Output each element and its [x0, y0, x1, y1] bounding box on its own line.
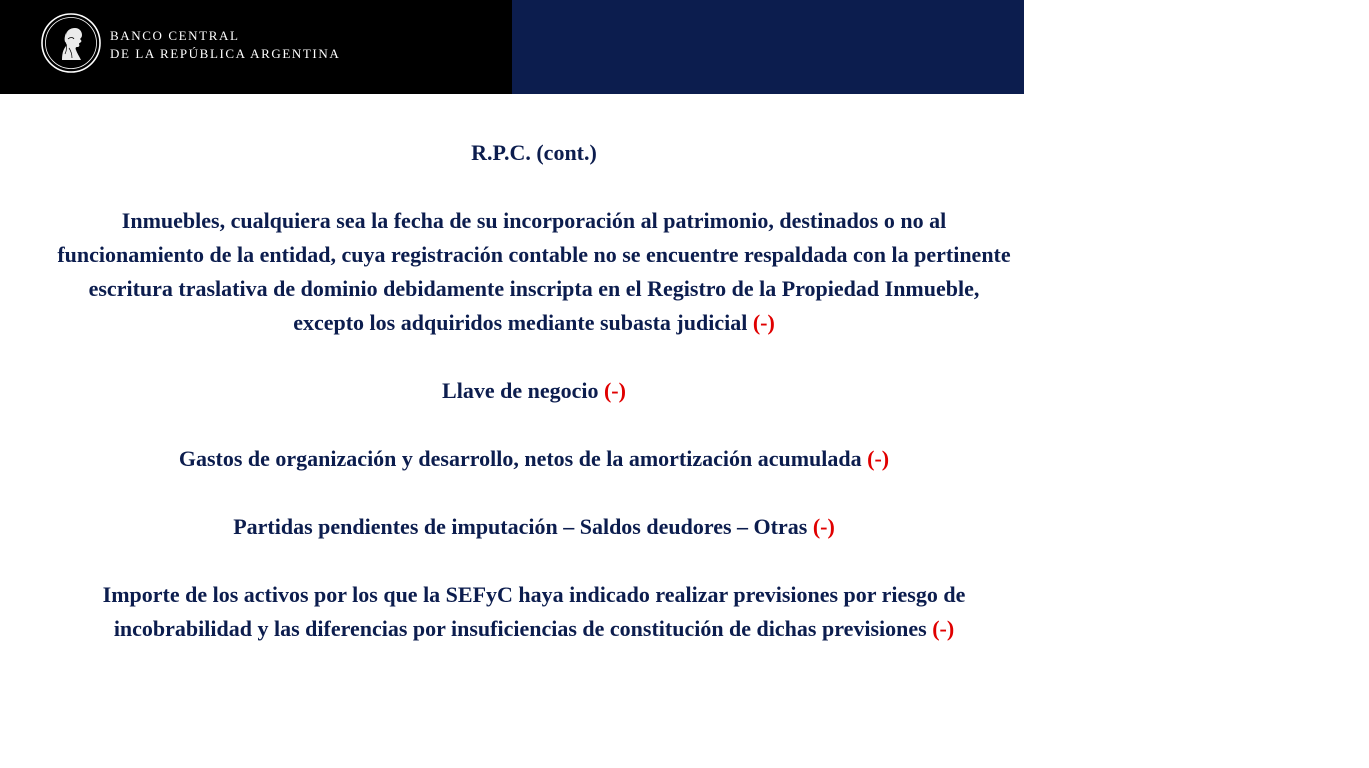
negative-marker: (-)	[603, 378, 626, 403]
document-title-line1: Inmovilización de activos y otros conceptos	[1035, 9, 1369, 30]
content-item-text: Importe de los activos por los que la SEFyC haya indicado realizar previsiones por riesgo de incobrabilidad y las diferencias por insuficiencias de constitución de dichas previsiones	[102, 582, 966, 641]
bank-name	[110, 27, 340, 63]
content-item-text: Llave de negocio	[442, 378, 599, 403]
bank-name-line2: DE LA REPÚBLICA ARGENTINA	[110, 46, 341, 61]
content-item-text: Inmuebles, cualquiera sea la fecha de su incorporación al patrimonio, destinados o no al funcionamiento de la entidad, cuya registración contable no se encuentre respaldada con la pertinente escritura traslativa de dominio debidamente inscripta en el Registro de la Propiedad Inmueble, excepto los adquiridos mediante subasta judicial	[57, 208, 1011, 335]
slide-content	[52, 136, 1016, 646]
content-item	[52, 510, 1016, 544]
content-item	[52, 578, 1016, 646]
negative-marker: (-)	[812, 514, 835, 539]
negative-marker: (-)	[867, 446, 890, 471]
header-title-panel	[512, 0, 1369, 94]
section-heading: R.P.C. (cont.)	[471, 140, 597, 165]
document-title	[1035, 7, 1369, 59]
content-item	[52, 442, 1016, 476]
content-item	[52, 204, 1016, 340]
content-item-text: Partidas pendientes de imputación – Saldos deudores – Otras	[233, 514, 808, 539]
bank-name-line1: BANCO CENTRAL	[110, 28, 240, 43]
document-title-line2: Cajas de crédito cooperativas (Ley 23.176)	[1035, 35, 1363, 56]
content-item-text: Gastos de organización y desarrollo, netos de la amortización acumulada	[178, 446, 862, 471]
content-item	[52, 374, 1016, 408]
negative-marker: (-)	[752, 310, 775, 335]
negative-marker: (-)	[932, 616, 955, 641]
header-bar	[0, 0, 1369, 94]
header-logo-panel	[0, 0, 512, 94]
bank-emblem-icon	[40, 12, 102, 74]
